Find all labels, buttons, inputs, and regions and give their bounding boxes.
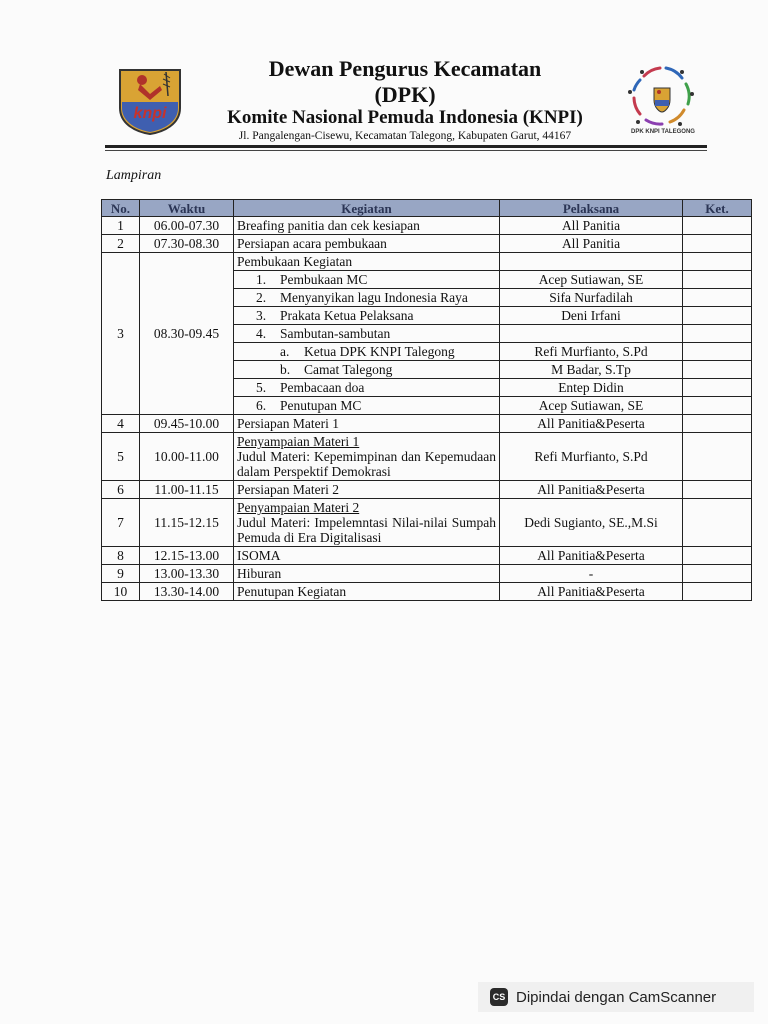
- table-row: [102, 235, 752, 253]
- row-activity: Persiapan Materi 1: [234, 415, 500, 433]
- row-note: [683, 415, 752, 433]
- camscanner-badge: [478, 982, 754, 1012]
- row-activity: Persiapan Materi 2: [234, 481, 500, 499]
- row-activity: ISOMA: [234, 547, 500, 565]
- activity-title: Penyampaian Materi 1: [237, 434, 360, 449]
- header-kegiatan: Kegiatan: [234, 200, 500, 217]
- table-row: [102, 547, 752, 565]
- table-row: [102, 433, 752, 481]
- row-time: 11.00-11.15: [140, 481, 234, 499]
- subitem-activity: 2. Menyanyikan lagu Indonesia Raya: [234, 289, 500, 307]
- row-number: 5: [102, 433, 140, 481]
- subitem-activity: 3. Prakata Ketua Pelaksana: [234, 307, 500, 325]
- subitem-activity: 4. Sambutan-sambutan: [234, 325, 500, 343]
- subitem-activity: b. Camat Talegong: [234, 361, 500, 379]
- activity-title: Penyampaian Materi 2: [237, 500, 360, 515]
- subitem-activity: a. Ketua DPK KNPI Talegong: [234, 343, 500, 361]
- activity-detail: Judul Materi: Impelemntasi Nilai-nilai Sumpah Pemuda di Era Digitalisasi: [237, 515, 496, 545]
- subitem-executor: Refi Murfianto, S.Pd: [500, 343, 683, 361]
- row-time: 08.30-09.45: [140, 253, 234, 415]
- row-executor: -: [500, 565, 683, 583]
- header-divider-thick: [105, 145, 707, 148]
- row-time: 09.45-10.00: [140, 415, 234, 433]
- row-activity: [234, 433, 500, 481]
- activity-detail: Judul Materi: Kepemimpinan dan Kepemudaan dalam Perspektif Demokrasi: [237, 449, 496, 479]
- row-time: 11.15-12.15: [140, 499, 234, 547]
- row-note: [683, 433, 752, 481]
- row-time: 07.30-08.30: [140, 235, 234, 253]
- subitem-executor: M Badar, S.Tp: [500, 361, 683, 379]
- row-number: 1: [102, 217, 140, 235]
- row-note: [683, 565, 752, 583]
- subitem-activity: 6. Penutupan MC: [234, 397, 500, 415]
- row-note: [683, 481, 752, 499]
- row-number: 3: [102, 253, 140, 415]
- row-note: [683, 397, 752, 415]
- row-note: [683, 583, 752, 601]
- row-activity: [234, 499, 500, 547]
- row-time: 10.00-11.00: [140, 433, 234, 481]
- org-name-line2: (DPK): [374, 82, 436, 107]
- table-row: [102, 499, 752, 547]
- table-row: [102, 253, 752, 271]
- org-name-line3: Komite Nasional Pemuda Indonesia (KNPI): [227, 107, 583, 128]
- row-note: [683, 253, 752, 271]
- row-time: 12.15-13.00: [140, 547, 234, 565]
- dpk-logo-caption: DPK KNPI TALEGONG: [631, 129, 695, 135]
- knpi-logo-icon: [116, 66, 184, 136]
- table-row: [102, 415, 752, 433]
- row-number: 10: [102, 583, 140, 601]
- dpk-talegong-logo-icon: [618, 62, 704, 138]
- header-no: No.: [102, 200, 140, 217]
- row-note: [683, 289, 752, 307]
- table-header-row: [102, 200, 752, 217]
- attachment-label: Lampiran: [106, 168, 162, 183]
- subitem-executor: Acep Sutiawan, SE: [500, 397, 683, 415]
- row-note: [683, 235, 752, 253]
- row-executor: All Panitia&Peserta: [500, 415, 683, 433]
- row-number: 2: [102, 235, 140, 253]
- row-note: [683, 547, 752, 565]
- org-address: Jl. Pangalengan-Cisewu, Kecamatan Talegong, Kabupaten Garut, 44167: [238, 130, 572, 142]
- subitem-activity: 1. Pembukaan MC: [234, 271, 500, 289]
- header-waktu: Waktu: [140, 200, 234, 217]
- header-pelaksana: Pelaksana: [500, 200, 683, 217]
- row-note: [683, 307, 752, 325]
- row-activity: Penutupan Kegiatan: [234, 583, 500, 601]
- row-note: [683, 499, 752, 547]
- row-number: 8: [102, 547, 140, 565]
- schedule-table: [101, 199, 752, 601]
- row-activity: Hiburan: [234, 565, 500, 583]
- row-activity: Persiapan acara pembukaan: [234, 235, 500, 253]
- header-ket: Ket.: [683, 200, 752, 217]
- table-row: [102, 583, 752, 601]
- camscanner-icon: CS: [490, 988, 508, 1006]
- row-number: 7: [102, 499, 140, 547]
- subitem-executor: Entep Didin: [500, 379, 683, 397]
- row-note: [683, 325, 752, 343]
- row-number: 9: [102, 565, 140, 583]
- row-executor: All Panitia&Peserta: [500, 547, 683, 565]
- row-time: 13.30-14.00: [140, 583, 234, 601]
- table-row: [102, 565, 752, 583]
- subitem-executor: [500, 325, 683, 343]
- row-note: [683, 361, 752, 379]
- subitem-executor: Acep Sutiawan, SE: [500, 271, 683, 289]
- header-divider-thin: [105, 150, 707, 151]
- subitem-executor: Deni Irfani: [500, 307, 683, 325]
- table-row: [102, 217, 752, 235]
- row-executor: Dedi Sugianto, SE.,M.Si: [500, 499, 683, 547]
- row-executor: Refi Murfianto, S.Pd: [500, 433, 683, 481]
- row-time: 13.00-13.30: [140, 565, 234, 583]
- row-note: [683, 379, 752, 397]
- letterhead: [0, 0, 768, 150]
- row-note: [683, 271, 752, 289]
- row-executor: All Panitia: [500, 217, 683, 235]
- row-executor: All Panitia&Peserta: [500, 583, 683, 601]
- row-number: 4: [102, 415, 140, 433]
- org-name-line1: Dewan Pengurus Kecamatan: [268, 56, 542, 81]
- subitem-activity: 5. Pembacaan doa: [234, 379, 500, 397]
- row-activity-title: Pembukaan Kegiatan: [234, 253, 500, 271]
- svg-text:knpi: knpi: [133, 105, 167, 122]
- row-executor: All Panitia&Peserta: [500, 481, 683, 499]
- row-note: [683, 343, 752, 361]
- row-executor: [500, 253, 683, 271]
- subitem-executor: Sifa Nurfadilah: [500, 289, 683, 307]
- camscanner-text: Dipindai dengan CamScanner: [516, 988, 717, 1006]
- row-executor: All Panitia: [500, 235, 683, 253]
- row-activity: Breafing panitia dan cek kesiapan: [234, 217, 500, 235]
- row-time: 06.00-07.30: [140, 217, 234, 235]
- row-number: 6: [102, 481, 140, 499]
- table-row: [102, 481, 752, 499]
- row-note: [683, 217, 752, 235]
